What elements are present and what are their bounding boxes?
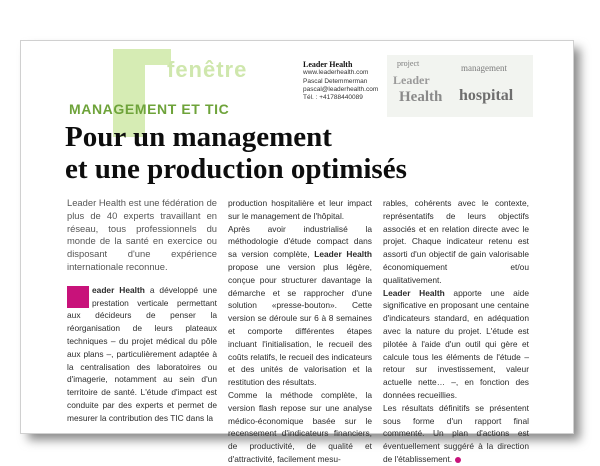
drop-cap (67, 286, 89, 308)
word-cloud-word: Health (399, 89, 443, 105)
org-name: Leader Health (383, 287, 445, 298)
title-line-1: Pour un management (65, 121, 332, 153)
word-cloud-word: project (397, 59, 420, 68)
article-column-2 (228, 197, 372, 466)
org-name: Leader Health (314, 249, 373, 260)
column-2-paragraph: production hospitalière et leur impact sur le management de l'hôpital. (228, 198, 372, 221)
column-2-paragraph: Comme la méthode complète, la version flash repose sur une analyse médico-économique basée sur le recensement d'indicateurs financiers, de productivité, de qualité et d'attractivité, facilement mesu- (228, 389, 372, 464)
word-cloud-word: management (461, 63, 507, 73)
org-name: eader Health (92, 284, 145, 295)
column-3-text: apporte une aide significative en proposant une centaine d'indicateurs standard, en adéquation avec la nature du projet. L'étude est pilotée à l'aide d'un outil qui gère et calcule tous les éléments de l'étude – retour sur investissement, valeur actuelle nette… –, en fonction des données recueillies. (383, 287, 529, 400)
column-3-paragraph (383, 287, 529, 402)
article-title (65, 121, 407, 185)
title-line-2: et une production optimisés (65, 153, 407, 185)
article-column-3 (383, 197, 529, 466)
column-3-paragraph (383, 402, 529, 466)
column-3-paragraph: rables, cohérents avec le contexte, représentatifs de leurs objectifs associés et en relation directe avec le projet. Chaque indicateur retenu est assorti d'un objectif de gain valorisable économiquement et/ou qualitativement. (383, 198, 529, 285)
contact-org: Leader Health (303, 60, 353, 69)
word-cloud-image (387, 55, 533, 117)
contact-phone: Tél. : +41788440089 (303, 94, 363, 102)
column-1-text: a développé une prestation verticale permettant aux décideurs de penser la réorganisation de leurs plateaux techniques – du projet médical du pôle aux plans –, particulièrement adaptée à la centralisation des laboratoires ou d'imagerie, notamment au sein d'un territoire de santé. L'étude d'impact est conduite par des experts et permet de mesurer la contribution des TIC dans la (67, 284, 217, 423)
contact-website: www.leaderhealth.com (303, 69, 369, 77)
article-lead: Leader Health est une fédération de plus de 40 experts travaillant en réseau, tous professionnels du monde de la santé en exercice ou disposant d'une expérience internationale reconnue. (67, 197, 217, 272)
column-2-text: Après avoir industrialisé la méthodologie d'étude compact dans sa version complète, (228, 223, 372, 260)
contact-name: Pascal Detemmerman (303, 77, 368, 85)
contact-email: pascal@leaderhealth.com (303, 85, 379, 93)
column-3-text: Les résultats définitifs se présentent sous forme d'un rapport final commenté. Un plan d'actions est éventuellement suggéré à la direction de l'établissement. (383, 402, 529, 464)
contact-block (303, 61, 378, 102)
word-cloud-word: Leader (393, 73, 430, 87)
column-2-paragraph (228, 223, 372, 389)
magazine-page (20, 40, 574, 464)
article-category: MANAGEMENT ET TIC (69, 101, 230, 117)
rubric-label: fenêtre (167, 57, 248, 82)
column-1-body (67, 284, 217, 425)
article-column-1 (67, 197, 217, 425)
rubric-f-bar (113, 49, 171, 65)
word-cloud-word: hospital (459, 87, 514, 104)
column-2-text: propose une version plus légère, conçue pour structurer davantage la démarche et se rapprocher d'une solution «presse-bouton». Cette version se déroule sur 6 à 8 semaines et comporte différentes étapes incluant l'initialisation, le recueil des coûts relatifs, le recueil des indicateurs et des unités de valorisation et la restitution des résultats. (228, 261, 372, 388)
end-of-article-bullet (455, 457, 461, 463)
